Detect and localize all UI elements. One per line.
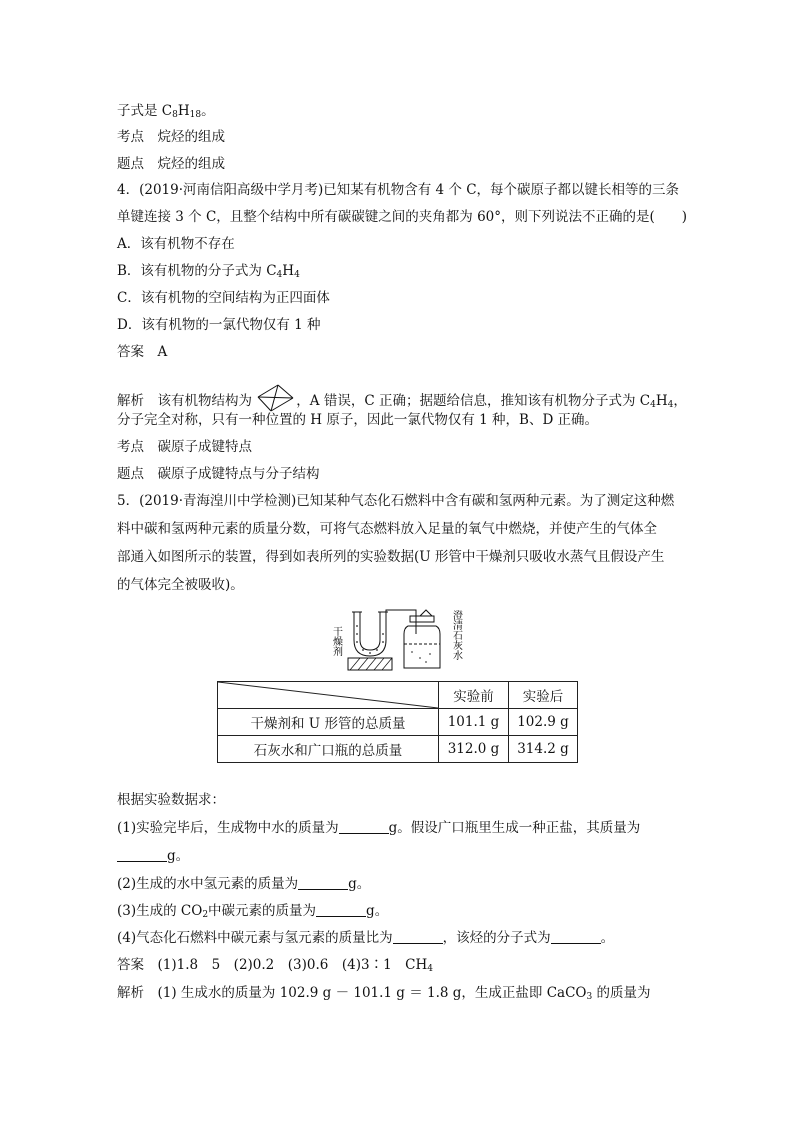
table-header-after: 实验后 <box>509 682 578 709</box>
table-row <box>218 709 578 736</box>
q5-sub1-cont: g。 <box>117 847 189 865</box>
table-row <box>218 736 578 763</box>
q4-option-c: C．该有机物的空间结构为正四面体 <box>117 290 330 306</box>
tidian-2: 题点 碳原子成键特点与分子结构 <box>117 466 320 482</box>
q5-sub4: (4)气态化石燃料中碳元素与氢元素的质量比为 ，该烃的分子式为 。 <box>117 930 615 946</box>
table-cell-before: 312.0 g <box>439 736 509 763</box>
experiment-data-table <box>217 681 578 763</box>
answer-blank[interactable] <box>339 819 389 834</box>
line-formula: 子式是 $C_8H_{18}$。 <box>117 103 215 120</box>
q4-option-d: D．该有机物的一氯代物仅有 1 种 <box>117 317 321 333</box>
q5-line2: 料中碳和氢两种元素的质量分数，可将气态燃料放入足量的氧气中燃烧，并使产生的气体全 <box>117 521 657 537</box>
q4-answer: 答案 A <box>117 344 168 360</box>
fig-label-drying-agent: 干燥剂 <box>330 626 342 656</box>
answer-blank[interactable] <box>298 875 348 890</box>
table-cell-after: 102.9 g <box>509 709 578 736</box>
q4-option-a: A．该有机物不存在 <box>117 236 235 252</box>
apparatus-figure <box>330 604 470 678</box>
kaodian-1: 考点 烷烃的组成 <box>117 129 225 145</box>
answer-blank[interactable] <box>316 902 366 917</box>
fig-label-limewater: 澄清石灰水 <box>450 610 462 660</box>
answer-blank[interactable] <box>393 929 443 944</box>
answer-blank[interactable] <box>117 847 167 862</box>
q4-line2: 单键连接 3 个 C，且整个结构中所有碳碳键之间的夹角都为 60°，则下列说法不正确的是( ) <box>117 209 688 225</box>
q5-sub2: (2)生成的水中氢元素的质量为 g。 <box>117 876 371 892</box>
answer-blank[interactable] <box>551 929 601 944</box>
q5-sub1: (1)实验完毕后，生成物中水的质量为 g。假设广口瓶里生成一种正盐，其质量为 <box>117 820 641 836</box>
q5-ask: 根据实验数据求： <box>117 792 225 808</box>
q5-line4: 的气体完全被吸收)。 <box>117 577 244 593</box>
q4-option-b: B．该有机物的分子式为 $C_4H_4$ <box>117 263 300 280</box>
kaodian-2: 考点 碳原子成键特点 <box>117 439 252 455</box>
table-header-row <box>218 682 578 709</box>
q5-line1: 5．(2019·青海湟川中学检测)已知某种气态化石燃料中含有碳和氢两种元素。为了测定这种燃 <box>117 493 675 509</box>
table-header-before: 实验前 <box>439 682 509 709</box>
table-cell-after: 314.2 g <box>509 736 578 763</box>
q5-line3: 部通入如图所示的装置，得到如表所列的实验数据(U 形管中干燥剂只吸收水蒸气且假设产生 <box>117 549 665 565</box>
q4-explanation-line1: 解析 该有机物结构为 ，A 错误，C 正确；据题给信息，推知该有机物分子式为 $C_4H_4$， <box>117 383 687 413</box>
q5-explanation: 解析 (1) 生成水的质量为 102.9 g － 101.1 g ＝ 1.8 g，生成正盐即 CaCO$_3$ 的质量为 <box>117 985 651 1002</box>
table-corner-cell <box>218 682 439 709</box>
tetrahedron-structure-icon <box>256 383 296 413</box>
table-row-label: 干燥剂和 U 形管的总质量 <box>218 709 439 736</box>
table-row-label: 石灰水和广口瓶的总质量 <box>218 736 439 763</box>
table-cell-before: 101.1 g <box>439 709 509 736</box>
q5-answer: 答案 (1)1.8 5 (2)0.2 (3)0.6 (4)3∶1 $CH_4$ <box>117 957 434 974</box>
q5-sub3: (3)生成的 $CO_2$中碳元素的质量为 g。 <box>117 903 389 920</box>
tidian-1: 题点 烷烃的组成 <box>117 156 225 172</box>
q4-explanation-line2: 分子完全对称，只有一种位置的 H 原子，因此一氯代物仅有 1 种，B、D 正确。 <box>117 412 599 428</box>
q4-line1: 4．(2019·河南信阳高级中学月考)已知某有机物含有 4 个 C，每个碳原子都以键长相等的三条 <box>117 182 680 198</box>
